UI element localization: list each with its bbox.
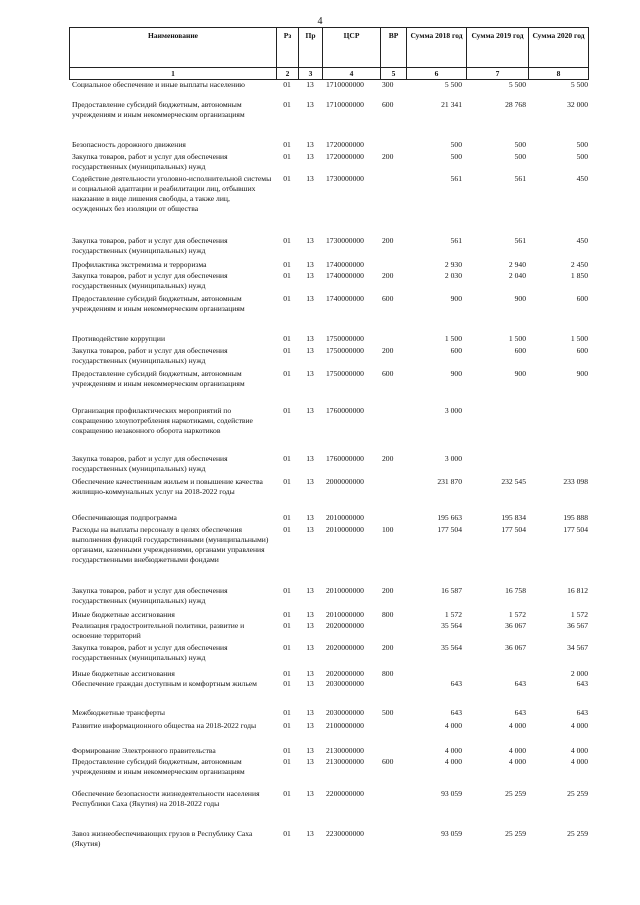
cell-s18: 2 930 — [444, 260, 462, 269]
cell-rz: 01 — [283, 525, 291, 534]
cell-name: Обеспечение качественным жильем и повышение качества жилищно-коммунальных услуг на 2018-2022 годы — [72, 477, 263, 496]
cell-s19: 900 — [514, 369, 526, 378]
cell-vr: 200 — [382, 236, 394, 245]
cell-rz: 01 — [283, 346, 291, 355]
cell-name: Закупка товаров, работ и услуг для обеспечения государственных (муниципальных) нужд — [72, 643, 228, 662]
cell-rz: 01 — [283, 757, 291, 766]
cell-s18: 3 000 — [444, 406, 462, 415]
cell-csr: 1720000000 — [326, 140, 364, 149]
cell-csr: 2010000000 — [326, 586, 364, 595]
cell-pr: 13 — [306, 334, 314, 343]
cell-s20: 500 — [576, 140, 588, 149]
cell-name: Содействие деятельности уголовно-исполнительной системы и социальной адаптации и реабилитации лиц, отбывших наказание в виде лишения свободы, а также лиц, осужденных без изоляции от общества — [72, 174, 272, 213]
cell-s20: 643 — [576, 708, 588, 717]
cell-s19: 5 500 — [508, 80, 526, 89]
cell-pr: 13 — [306, 236, 314, 245]
cell-name: Предоставление субсидий бюджетным, автономным учреждениям и иным некоммерческим организациям — [72, 100, 245, 119]
cell-s18: 1 500 — [444, 334, 462, 343]
cell-pr: 13 — [306, 406, 314, 415]
cell-csr: 1750000000 — [326, 346, 364, 355]
cell-name: Закупка товаров, работ и услуг для обеспечения государственных (муниципальных) нужд — [72, 271, 228, 290]
cell-s19: 500 — [514, 152, 526, 161]
cell-s18: 16 587 — [441, 586, 462, 595]
cell-s18: 231 870 — [437, 477, 462, 486]
cell-s20: 900 — [576, 369, 588, 378]
cell-s20: 16 812 — [567, 586, 588, 595]
cell-s18: 561 — [450, 174, 462, 183]
cell-s18: 1 572 — [444, 610, 462, 619]
cell-csr: 1730000000 — [326, 236, 364, 245]
cell-csr: 2130000000 — [326, 746, 364, 755]
cell-s19: 4 000 — [508, 721, 526, 730]
cell-s20: 643 — [576, 679, 588, 688]
cell-rz: 01 — [283, 708, 291, 717]
cell-s19: 28 768 — [505, 100, 526, 109]
cell-csr: 1740000000 — [326, 260, 364, 269]
cell-vr: 200 — [382, 152, 394, 161]
cell-s18: 93 059 — [441, 829, 462, 838]
cell-pr: 13 — [306, 294, 314, 303]
cell-pr: 13 — [306, 80, 314, 89]
cell-s18: 5 500 — [444, 80, 462, 89]
cell-vr: 600 — [382, 100, 394, 109]
header-num-4: 4 — [323, 68, 381, 80]
cell-s20: 600 — [576, 346, 588, 355]
cell-s20: 195 888 — [563, 513, 588, 522]
cell-csr: 1760000000 — [326, 454, 364, 463]
cell-s20: 1 500 — [570, 334, 588, 343]
cell-rz: 01 — [283, 586, 291, 595]
cell-vr: 200 — [382, 454, 394, 463]
cell-s19: 36 067 — [505, 621, 526, 630]
cell-rz: 01 — [283, 721, 291, 730]
cell-pr: 13 — [306, 100, 314, 109]
cell-s20: 177 504 — [563, 525, 588, 534]
cell-pr: 13 — [306, 525, 314, 534]
cell-csr: 2200000000 — [326, 789, 364, 798]
cell-s18: 195 663 — [437, 513, 462, 522]
page-number: 4 — [317, 16, 323, 27]
cell-s20: 36 567 — [567, 621, 588, 630]
header-pr: Пр — [299, 28, 323, 68]
cell-name: Противодействие коррупции — [72, 334, 166, 343]
cell-s18: 2 030 — [444, 271, 462, 280]
cell-pr: 13 — [306, 669, 314, 678]
cell-s19: 195 834 — [501, 513, 526, 522]
cell-vr: 200 — [382, 271, 394, 280]
cell-csr: 1710000000 — [326, 100, 364, 109]
cell-name: Закупка товаров, работ и услуг для обеспечения государственных (муниципальных) нужд — [72, 346, 228, 365]
cell-rz: 01 — [283, 334, 291, 343]
cell-rz: 01 — [283, 271, 291, 280]
cell-s20: 25 259 — [567, 829, 588, 838]
cell-name: Завоз жизнеобеспечивающих грузов в Республику Саха (Якутия) — [72, 829, 253, 848]
cell-rz: 01 — [283, 454, 291, 463]
cell-s19: 561 — [514, 174, 526, 183]
cell-s18: 643 — [450, 679, 462, 688]
cell-rz: 01 — [283, 679, 291, 688]
cell-s19: 643 — [514, 708, 526, 717]
cell-s20: 500 — [576, 152, 588, 161]
cell-csr: 2020000000 — [326, 669, 364, 678]
cell-rz: 01 — [283, 140, 291, 149]
cell-csr: 2020000000 — [326, 621, 364, 630]
cell-name: Безопасность дорожного движения — [72, 140, 186, 149]
cell-s20: 4 000 — [570, 757, 588, 766]
cell-name: Реализация градостроительной политики, развитие и освоение территорий — [72, 621, 245, 640]
cell-vr: 200 — [382, 586, 394, 595]
cell-csr: 2030000000 — [326, 708, 364, 717]
cell-rz: 01 — [283, 80, 291, 89]
cell-csr: 2130000000 — [326, 757, 364, 766]
cell-rz: 01 — [283, 829, 291, 838]
cell-rz: 01 — [283, 669, 291, 678]
cell-s18: 643 — [450, 708, 462, 717]
header-num-1: 1 — [70, 68, 277, 80]
cell-s18: 4 000 — [444, 757, 462, 766]
header-csr: ЦСР — [323, 28, 381, 68]
cell-pr: 13 — [306, 513, 314, 522]
cell-name: Обеспечение безопасности жизнедеятельности населения Республики Саха (Якутия) на 2018-2022 годы — [72, 789, 260, 808]
cell-csr: 1750000000 — [326, 369, 364, 378]
cell-s20: 600 — [576, 294, 588, 303]
cell-s20: 233 098 — [563, 477, 588, 486]
cell-s19: 25 259 — [505, 829, 526, 838]
cell-pr: 13 — [306, 721, 314, 730]
cell-s19: 500 — [514, 140, 526, 149]
cell-pr: 13 — [306, 477, 314, 486]
cell-name: Закупка товаров, работ и услуг для обеспечения государственных (муниципальных) нужд — [72, 152, 228, 171]
cell-s20: 25 259 — [567, 789, 588, 798]
cell-rz: 01 — [283, 477, 291, 486]
cell-csr: 1760000000 — [326, 406, 364, 415]
cell-rz: 01 — [283, 746, 291, 755]
cell-csr: 1750000000 — [326, 334, 364, 343]
cell-vr: 800 — [382, 610, 394, 619]
cell-s19: 2 040 — [508, 271, 526, 280]
cell-s19: 643 — [514, 679, 526, 688]
cell-s19: 16 758 — [505, 586, 526, 595]
cell-vr: 600 — [382, 294, 394, 303]
cell-name: Предоставление субсидий бюджетным, автономным учреждениям и иным некоммерческим организациям — [72, 757, 245, 776]
cell-pr: 13 — [306, 152, 314, 161]
cell-pr: 13 — [306, 708, 314, 717]
cell-pr: 13 — [306, 369, 314, 378]
cell-name: Предоставление субсидий бюджетным, автономным учреждениям и иным некоммерческим организациям — [72, 369, 245, 388]
cell-rz: 01 — [283, 621, 291, 630]
cell-pr: 13 — [306, 271, 314, 280]
cell-rz: 01 — [283, 406, 291, 415]
cell-s18: 900 — [450, 369, 462, 378]
cell-csr: 2100000000 — [326, 721, 364, 730]
cell-name: Иные бюджетные ассигнования — [72, 610, 175, 619]
cell-s19: 4 000 — [508, 746, 526, 755]
cell-s19: 1 500 — [508, 334, 526, 343]
cell-s20: 32 000 — [567, 100, 588, 109]
cell-s20: 4 000 — [570, 721, 588, 730]
cell-s19: 25 259 — [505, 789, 526, 798]
cell-name: Предоставление субсидий бюджетным, автономным учреждениям и иным некоммерческим организациям — [72, 294, 245, 313]
cell-s19: 36 067 — [505, 643, 526, 652]
cell-pr: 13 — [306, 621, 314, 630]
cell-s18: 561 — [450, 236, 462, 245]
cell-name: Расходы на выплаты персоналу в целях обеспечения выполнения функций государственными (муниципальными) органами, казенными учреждениями, органами управления государственными внебюджетными фондами — [72, 525, 269, 564]
header-num-6: 6 — [407, 68, 467, 80]
cell-pr: 13 — [306, 789, 314, 798]
cell-csr: 2030000000 — [326, 679, 364, 688]
cell-pr: 13 — [306, 829, 314, 838]
cell-name: Межбюджетные трансферты — [72, 708, 165, 717]
cell-pr: 13 — [306, 454, 314, 463]
header-num-2: 2 — [277, 68, 299, 80]
cell-csr: 2020000000 — [326, 643, 364, 652]
table-header — [69, 27, 589, 80]
header-vr: ВР — [381, 28, 407, 68]
cell-vr: 200 — [382, 643, 394, 652]
cell-rz: 01 — [283, 369, 291, 378]
cell-csr: 1720000000 — [326, 152, 364, 161]
cell-rz: 01 — [283, 513, 291, 522]
cell-s18: 35 564 — [441, 621, 462, 630]
cell-pr: 13 — [306, 346, 314, 355]
cell-vr: 200 — [382, 346, 394, 355]
cell-s18: 900 — [450, 294, 462, 303]
cell-pr: 13 — [306, 140, 314, 149]
cell-s20: 1 572 — [570, 610, 588, 619]
cell-s18: 3 000 — [444, 454, 462, 463]
cell-rz: 01 — [283, 294, 291, 303]
cell-name: Закупка товаров, работ и услуг для обеспечения государственных (муниципальных) нужд — [72, 236, 228, 255]
cell-vr: 100 — [382, 525, 394, 534]
header-sum-2020: Сумма 2020 год — [529, 28, 589, 68]
cell-vr: 600 — [382, 757, 394, 766]
cell-s20: 2 000 — [570, 669, 588, 678]
cell-s19: 1 572 — [508, 610, 526, 619]
cell-pr: 13 — [306, 610, 314, 619]
cell-rz: 01 — [283, 152, 291, 161]
cell-name: Социальное обеспечение и иные выплаты населению — [72, 80, 245, 89]
cell-s19: 4 000 — [508, 757, 526, 766]
cell-name: Развитие информационного общества на 2018-2022 годы — [72, 721, 257, 730]
cell-s18: 21 341 — [441, 100, 462, 109]
cell-name: Закупка товаров, работ и услуг для обеспечения государственных (муниципальных) нужд — [72, 454, 228, 473]
cell-pr: 13 — [306, 757, 314, 766]
cell-rz: 01 — [283, 260, 291, 269]
header-rz: Рз — [277, 28, 299, 68]
cell-s18: 500 — [450, 140, 462, 149]
header-num-7: 7 — [467, 68, 529, 80]
cell-s19: 561 — [514, 236, 526, 245]
cell-rz: 01 — [283, 789, 291, 798]
cell-s20: 5 500 — [570, 80, 588, 89]
cell-csr: 2010000000 — [326, 525, 364, 534]
cell-name: Профилактика экстремизма и терроризма — [72, 260, 207, 269]
cell-s20: 4 000 — [570, 746, 588, 755]
cell-vr: 800 — [382, 669, 394, 678]
cell-s19: 900 — [514, 294, 526, 303]
cell-name: Закупка товаров, работ и услуг для обеспечения государственных (муниципальных) нужд — [72, 586, 228, 605]
cell-csr: 1740000000 — [326, 271, 364, 280]
cell-vr: 300 — [382, 80, 394, 89]
cell-csr: 1730000000 — [326, 174, 364, 183]
cell-name: Организация профилактических мероприятий по сокращению злоупотребления наркотиками, содействие сокращению незаконного оборота наркотиков — [72, 406, 253, 435]
cell-pr: 13 — [306, 679, 314, 688]
cell-vr: 600 — [382, 369, 394, 378]
cell-s19: 177 504 — [501, 525, 526, 534]
cell-s18: 500 — [450, 152, 462, 161]
cell-name: Обеспечивающая подпрограмма — [72, 513, 177, 522]
header-name: Наименование — [70, 28, 277, 68]
cell-s18: 35 564 — [441, 643, 462, 652]
cell-csr: 2230000000 — [326, 829, 364, 838]
cell-vr: 500 — [382, 708, 394, 717]
header-sum-2018: Сумма 2018 год — [407, 28, 467, 68]
cell-pr: 13 — [306, 643, 314, 652]
cell-rz: 01 — [283, 643, 291, 652]
cell-csr: 2010000000 — [326, 610, 364, 619]
cell-s18: 4 000 — [444, 721, 462, 730]
cell-pr: 13 — [306, 746, 314, 755]
cell-rz: 01 — [283, 610, 291, 619]
cell-s20: 1 850 — [570, 271, 588, 280]
cell-csr: 1710000000 — [326, 80, 364, 89]
header-sum-2019: Сумма 2019 год — [467, 28, 529, 68]
cell-csr: 1740000000 — [326, 294, 364, 303]
cell-name: Обеспечение граждан доступным и комфортным жильем — [72, 679, 257, 688]
cell-pr: 13 — [306, 586, 314, 595]
cell-rz: 01 — [283, 100, 291, 109]
cell-rz: 01 — [283, 174, 291, 183]
cell-s20: 2 450 — [570, 260, 588, 269]
cell-s18: 600 — [450, 346, 462, 355]
cell-name: Формирование Электронного правительства — [72, 746, 216, 755]
cell-s20: 34 567 — [567, 643, 588, 652]
cell-csr: 2000000000 — [326, 477, 364, 486]
header-num-8: 8 — [529, 68, 589, 80]
cell-rz: 01 — [283, 236, 291, 245]
cell-s20: 450 — [576, 174, 588, 183]
cell-s18: 177 504 — [437, 525, 462, 534]
cell-s19: 600 — [514, 346, 526, 355]
cell-pr: 13 — [306, 174, 314, 183]
cell-s20: 450 — [576, 236, 588, 245]
cell-s18: 93 059 — [441, 789, 462, 798]
header-num-5: 5 — [381, 68, 407, 80]
cell-csr: 2010000000 — [326, 513, 364, 522]
cell-name: Иные бюджетные ассигнования — [72, 669, 175, 678]
cell-pr: 13 — [306, 260, 314, 269]
header-num-3: 3 — [299, 68, 323, 80]
cell-s19: 2 940 — [508, 260, 526, 269]
cell-s19: 232 545 — [501, 477, 526, 486]
cell-s18: 4 000 — [444, 746, 462, 755]
